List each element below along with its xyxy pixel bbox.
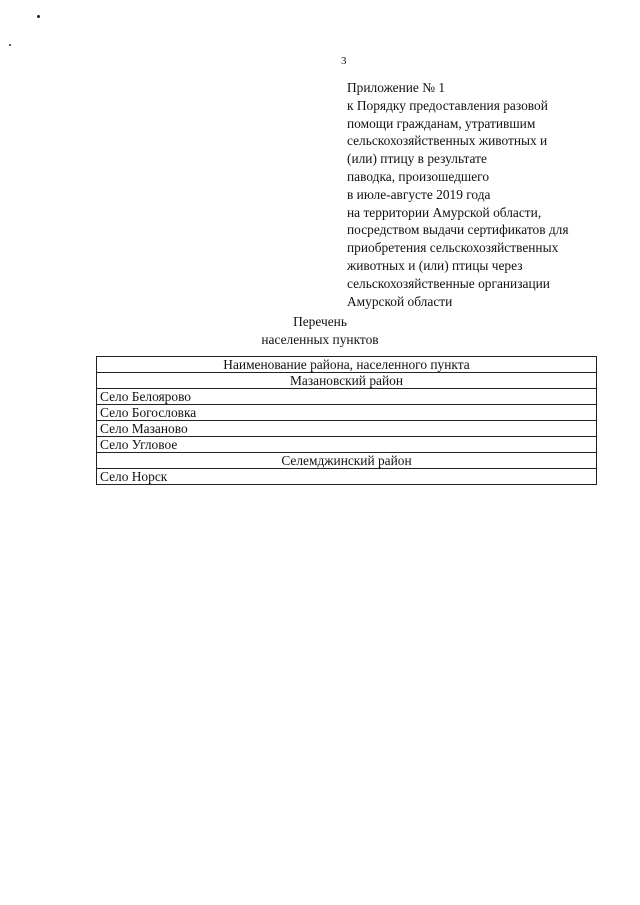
village-name: Село Мазаново: [97, 421, 597, 437]
village-name: Село Богословка: [97, 405, 597, 421]
table-header-row: [97, 357, 597, 373]
table-header-cell: Наименование района, населенного пункта: [97, 357, 597, 373]
list-title: [200, 313, 440, 349]
appendix-header: [347, 79, 627, 310]
page-number: 3: [341, 55, 347, 67]
scan-speck: [9, 44, 11, 46]
appendix-line: к Порядку предоставления разовой: [347, 97, 548, 113]
table-row: [97, 421, 597, 437]
appendix-line: на территории Амурской области,: [347, 204, 542, 220]
village-name: Село Норск: [97, 469, 597, 485]
list-title-line: населенных пунктов: [261, 332, 379, 347]
scan-speck: [37, 15, 40, 18]
appendix-line: животных и (или) птицы через: [347, 257, 523, 273]
appendix-line: посредством выдачи сертификатов для: [347, 222, 569, 238]
district-name: Селемджинский район: [97, 453, 597, 469]
appendix-line: сельскохозяйственные организации: [347, 275, 550, 291]
village-name: Село Угловое: [97, 437, 597, 453]
appendix-line: в июле-августе 2019 года: [347, 186, 491, 202]
appendix-line: паводка, произошедшего: [347, 168, 490, 184]
settlements-table: [96, 356, 597, 485]
table-row: [97, 437, 597, 453]
district-row: [97, 453, 597, 469]
appendix-line: Приложение № 1: [347, 80, 446, 95]
list-title-line: Перечень: [293, 314, 347, 329]
appendix-line: сельскохозяйственных животных и: [347, 133, 548, 149]
district-row: [97, 373, 597, 389]
appendix-line: приобретения сельскохозяйственных: [347, 240, 559, 256]
table-row: [97, 469, 597, 485]
appendix-line: Амурской области: [347, 293, 453, 309]
village-name: Село Белоярово: [97, 389, 597, 405]
appendix-line: помощи гражданам, утратившим: [347, 115, 536, 131]
district-name: Мазановский район: [97, 373, 597, 389]
table-row: [97, 405, 597, 421]
appendix-line: (или) птицу в результате: [347, 151, 487, 167]
table-row: [97, 389, 597, 405]
